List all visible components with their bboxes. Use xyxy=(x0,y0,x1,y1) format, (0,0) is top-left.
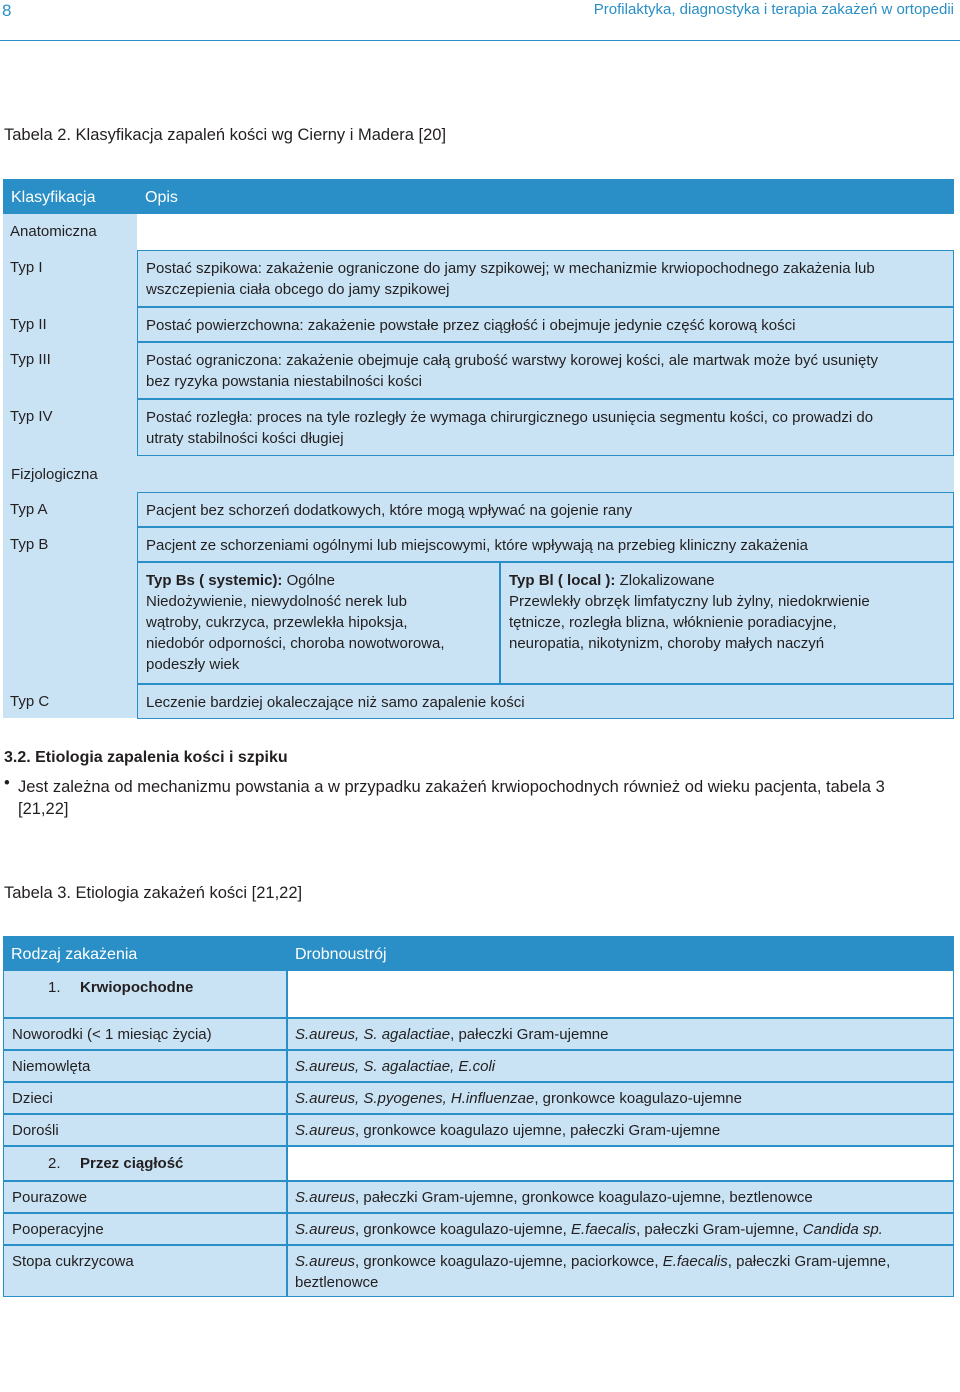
type-iv-line1: Postać rozległa: proces na tyle rozległy że wymaga chirurgicznego usunięcia segmentu kości, co prowadzi do xyxy=(146,409,874,426)
row-diabetic-foot-microbes-b: , gronkowce koagulazo-ujemne, paciorkowce, xyxy=(355,1253,663,1270)
row-newborns-name: Noworodki (< 1 miesiąc życia) xyxy=(3,1018,287,1050)
row-newborns-microbes-a: S.aureus, S. agalactiae xyxy=(295,1026,451,1043)
type-ii-label: Typ II xyxy=(10,316,47,333)
type-bl-cell xyxy=(500,562,954,684)
row-diabetic-foot-microbes-a: S.aureus xyxy=(295,1253,356,1270)
table2-caption: Tabela 2. Klasyfikacja zapaleń kości wg Cierny i Madera [20] xyxy=(4,126,447,144)
row-postoperative-microbes-b: , gronkowce koagulazo-ujemne, xyxy=(355,1221,572,1238)
row-posttraumatic-microbes-a: S.aureus xyxy=(295,1189,356,1206)
row-infants-name: Niemowlęta xyxy=(3,1050,287,1082)
type-bs-title: Typ Bs ( systemic): xyxy=(146,572,283,589)
running-title: Profilaktyka, diagnostyka i terapia zakażeń w ortopedii xyxy=(593,1,954,18)
row-children-microbes-a: S.aureus, S.pyogenes, H.influenzae xyxy=(295,1090,535,1107)
row-diabetic-foot-microbes-c: E.faecalis xyxy=(662,1253,728,1270)
type-iv-label: Typ IV xyxy=(10,408,53,425)
row-children-microbes xyxy=(287,1082,954,1114)
row-children-microbes-b: , gronkowce koagulazo-ujemne xyxy=(534,1090,742,1107)
row-adults-microbes xyxy=(287,1114,954,1146)
section-bullet-text xyxy=(18,776,958,820)
type-bs-title-rest: Ogólne xyxy=(282,572,335,589)
row-newborns-microbes-b: , pałeczki Gram-ujemne xyxy=(450,1026,609,1043)
type-a-description: Pacjent bez schorzeń dodatkowych, które mogą wpływać na gojenie rany xyxy=(137,492,954,527)
header-divider xyxy=(0,40,960,41)
row-diabetic-foot-microbes-d: , pałeczki Gram-ujemne, xyxy=(727,1253,891,1270)
type-bl-line2: tętnicze, rozległa blizna, włóknienie poradiacyjne, xyxy=(509,614,837,631)
page-number: 8 xyxy=(2,1,12,20)
type-i-line2: wszczepienia ciała obcego do jamy szpikowej xyxy=(146,281,450,298)
group1-label: Krwiopochodne xyxy=(80,979,194,996)
row-diabetic-foot-microbes xyxy=(287,1245,954,1297)
group2-cell xyxy=(3,1146,287,1181)
type-c-description: Leczenie bardziej okaleczające niż samo zapalenie kości xyxy=(137,684,954,719)
physiological-label: Fizjologiczna xyxy=(3,456,954,492)
type-bl-line3: neuropatia, nikotynizm, choroby małych naczyń xyxy=(509,635,825,652)
type-bs-line1: Niedożywienie, niewydolność nerek lub xyxy=(146,593,407,610)
row-newborns-microbes xyxy=(287,1018,954,1050)
type-i-label: Typ I xyxy=(10,259,43,276)
type-iii-line2: bez ryzyka powstania niestabilności kości xyxy=(146,373,422,390)
type-a-label: Typ A xyxy=(10,501,48,518)
type-ii-description xyxy=(137,307,954,342)
row-posttraumatic-name: Pourazowe xyxy=(3,1181,287,1213)
anatomical-label: Anatomiczna xyxy=(10,223,97,240)
group2-label: Przez ciągłość xyxy=(80,1155,184,1172)
table3-caption: Tabela 3. Etiologia zakażeń kości [21,22] xyxy=(4,884,303,902)
row-adults-microbes-b: , gronkowce koagulazo ujemne, pałeczki Gram-ujemne xyxy=(355,1122,721,1139)
row-adults-name: Dorośli xyxy=(3,1114,287,1146)
table3-header-type: Rodzaj zakażenia xyxy=(3,936,287,970)
row-postoperative-microbes-d: , pałeczki Gram-ujemne, xyxy=(636,1221,803,1238)
type-b-description: Pacjent ze schorzeniami ogólnymi lub miejscowymi, które wpływają na przebieg kliniczny zakażenia xyxy=(137,527,954,562)
row-children-name: Dzieci xyxy=(3,1082,287,1114)
table3-header-microbe: Drobnoustrój xyxy=(287,936,954,970)
row-postoperative-name: Pooperacyjne xyxy=(3,1213,287,1245)
type-i-description xyxy=(137,250,954,307)
type-bs-line4: podeszły wiek xyxy=(146,656,240,673)
section-bullet-line1: Jest zależna od mechanizmu powstania a w przypadku zakażeń krwiopochodnych również od wieku pacjenta, tabela 3 xyxy=(18,778,885,796)
row-diabetic-foot-name: Stopa cukrzycowa xyxy=(3,1245,287,1297)
group1-cell xyxy=(3,970,287,1018)
group2-number: 2. xyxy=(48,1155,61,1172)
row-infants-microbes xyxy=(287,1050,954,1082)
row-infants-microbes-a: S.aureus, S. agalactiae, E.coli xyxy=(295,1058,496,1075)
type-i-line1: Postać szpikowa: zakażenie ograniczone do jamy szpikowej; w mechanizmie krwiopochodnego zakażenia lub xyxy=(146,260,875,277)
table2-header-description: Opis xyxy=(137,179,954,214)
type-bl-title: Typ Bl ( local ): xyxy=(509,572,616,589)
group1-number: 1. xyxy=(48,979,61,996)
group1-empty-cell xyxy=(287,970,954,1018)
row-postoperative-microbes-c: E.faecalis xyxy=(571,1221,637,1238)
type-c-label: Typ C xyxy=(10,693,50,710)
row-postoperative-microbes-a: S.aureus xyxy=(295,1221,356,1238)
type-iii-line1: Postać ograniczona: zakażenie obejmuje całą grubość warstwy korowej kości, ale martwak może być usunięty xyxy=(146,352,879,369)
type-bl-title-rest: Zlokalizowane xyxy=(615,572,715,589)
type-ii-line1: Postać powierzchowna: zakażenie powstałe przez ciągłość i obejmuje jedynie część korową kości xyxy=(146,317,796,334)
type-iii-description xyxy=(137,342,954,399)
row-diabetic-foot-microbes-line2: beztlenowce xyxy=(295,1274,379,1291)
section-bullet-mark: • xyxy=(4,774,10,792)
type-bl-line1: Przewlekły obrzęk limfatyczny lub żylny, niedokrwienie xyxy=(509,593,870,610)
row-adults-microbes-a: S.aureus xyxy=(295,1122,356,1139)
row-posttraumatic-microbes xyxy=(287,1181,954,1213)
type-iii-label: Typ III xyxy=(10,351,51,368)
section-bullet-line2: [21,22] xyxy=(18,800,69,818)
type-iv-description xyxy=(137,399,954,456)
type-bs-cell xyxy=(137,562,500,684)
table2-header-classification: Klasyfikacja xyxy=(3,179,137,214)
type-b-label: Typ B xyxy=(10,536,49,553)
row-postoperative-microbes-e: Candida sp. xyxy=(802,1221,883,1238)
section-heading: 3.2. Etiologia zapalenia kości i szpiku xyxy=(4,749,288,766)
row-posttraumatic-microbes-b: , pałeczki Gram-ujemne, gronkowce koagulazo-ujemne, beztlenowce xyxy=(355,1189,813,1206)
type-iv-line2: utraty stabilności kości długiej xyxy=(146,430,344,447)
group2-empty-cell xyxy=(287,1146,954,1181)
type-bs-line3: niedobór odporności, choroba nowotworowa, xyxy=(146,635,445,652)
row-postoperative-microbes xyxy=(287,1213,954,1245)
type-bs-line2: wątroby, cukrzyca, przewlekła hipoksja, xyxy=(146,614,408,631)
